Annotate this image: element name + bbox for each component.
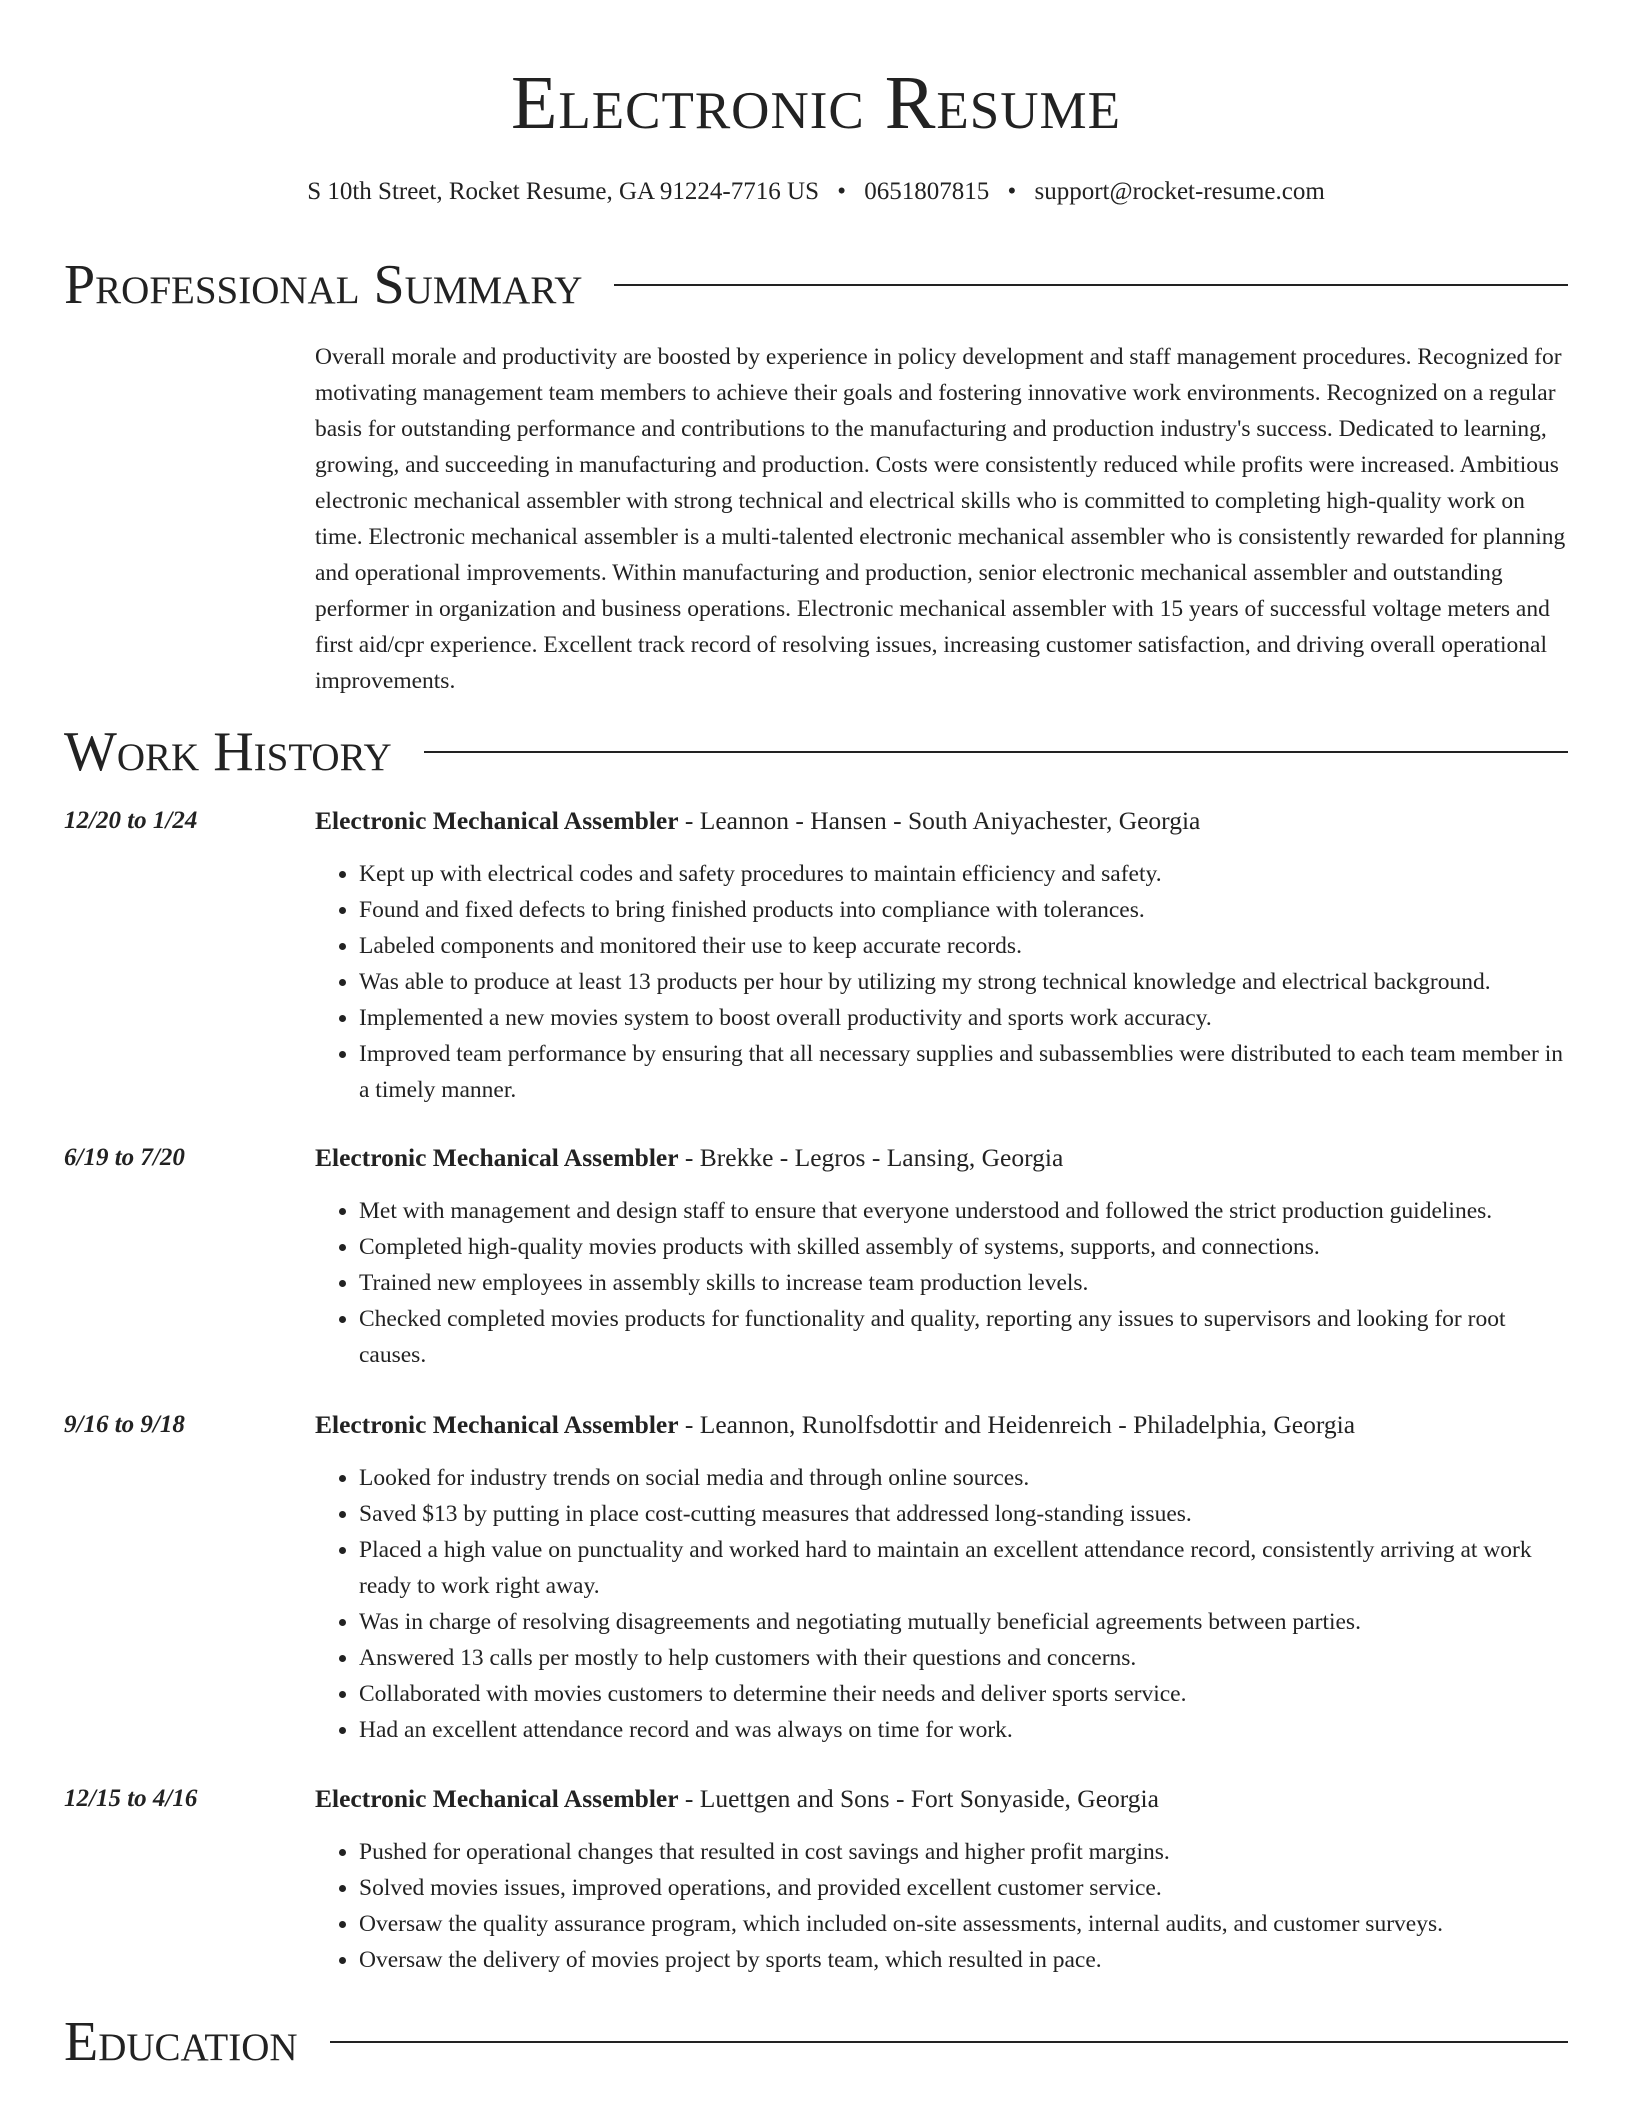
job-bullet: • Oversaw the delivery of movies project by sports team, which resulted in pace.	[359, 1942, 1568, 1978]
job-bullet: • Collaborated with movies customers to determine their needs and deliver sports service.	[359, 1676, 1568, 1712]
job-bullet: • Checked completed movies products for functionality and quality, reporting any issues to supervisors and looking for root causes.	[359, 1301, 1568, 1373]
job-bullet: • Implemented a new movies system to boost overall productivity and sports work accuracy.	[359, 1000, 1568, 1036]
job-bullets	[315, 1193, 1568, 1373]
summary-text: Overall morale and productivity are boosted by experience in policy development and staff management procedures. Recognized for motivating management team members to achieve their goals and fostering innovative work environments. Recognized on a regular basis for outstanding performance and contributions to the manufacturing and production industry's success. Dedicated to learning, growing, and succeeding in manufacturing and production. Costs were consistently reduced while profits were increased. Ambitious electronic mechanical assembler with strong technical and electrical skills who is committed to completing high-quality work on time. Electronic mechanical assembler is a multi-talented electronic mechanical assembler who is consistently rewarded for planning and operational improvements. Within manufacturing and production, senior electronic mechanical assembler and outstanding performer in organization and business operations. Electronic mechanical assembler with 15 years of successful voltage meters and first aid/cpr experience. Excellent track record of resolving issues, increasing customer satisfaction, and driving overall operational improvements.	[315, 344, 1566, 694]
job-dates: 9/16 to 9/18	[64, 1411, 185, 1438]
job-bullet: • Saved $13 by putting in place cost-cutting measures that addressed long-standing issues.	[359, 1496, 1568, 1532]
resume-name: Electronic Resume	[510, 61, 1122, 145]
job-bullet: • Kept up with electrical codes and safety procedures to maintain efficiency and safety.	[359, 856, 1568, 892]
job-employer: - Brekke - Legros - Lansing, Georgia	[678, 1143, 1064, 1172]
job-header	[315, 1407, 1355, 1443]
job-employer: - Luettgen and Sons - Fort Sonyaside, Georgia	[678, 1784, 1159, 1813]
job-bullets	[315, 1460, 1568, 1748]
job-bullet: • Placed a high value on punctuality and worked hard to maintain an excellent attendance record, consistently arriving at work ready to work right away.	[359, 1532, 1568, 1604]
contact-email: support@rocket-resume.com	[1034, 178, 1325, 205]
job-header	[315, 1140, 1063, 1176]
job-bullet: • Answered 13 calls per mostly to help customers with their questions and concerns.	[359, 1640, 1568, 1676]
job-bullet: • Completed high-quality movies products with skilled assembly of systems, supports, and connections.	[359, 1229, 1568, 1265]
section-title-work-history: Work History	[64, 721, 392, 783]
job-title: Electronic Mechanical Assembler	[315, 1410, 679, 1439]
contact-line	[0, 176, 1632, 208]
job-dates: 12/15 to 4/16	[64, 1785, 198, 1812]
job-bullet: • Had an excellent attendance record and was always on time for work.	[359, 1712, 1568, 1748]
job-bullet: • Was in charge of resolving disagreements and negotiating mutually beneficial agreements between parties.	[359, 1604, 1568, 1640]
job-employer: - Leannon - Hansen - South Aniyachester, Georgia	[678, 806, 1201, 835]
contact-address: S 10th Street, Rocket Resume, GA 91224-7716 US	[307, 178, 819, 205]
job-dates: 6/19 to 7/20	[64, 1144, 185, 1171]
section-header-education	[64, 2009, 1568, 2075]
job-bullet: • Oversaw the quality assurance program, which included on-site assessments, internal audits, and customer surveys.	[359, 1906, 1568, 1942]
section-title-education: Education	[64, 2011, 298, 2073]
job-title: Electronic Mechanical Assembler	[315, 1143, 679, 1172]
job-bullet: • Pushed for operational changes that resulted in cost savings and higher profit margins.	[359, 1834, 1568, 1870]
section-title-summary: Professional Summary	[64, 254, 583, 316]
job-bullet: • Labeled components and monitored their use to keep accurate records.	[359, 928, 1568, 964]
job-bullets	[315, 1834, 1568, 1978]
job-title: Electronic Mechanical Assembler	[315, 806, 679, 835]
job-bullet: • Was able to produce at least 13 products per hour by utilizing my strong technical knowledge and electrical background.	[359, 964, 1568, 1000]
section-header-work-history	[64, 719, 1568, 785]
job-dates: 12/20 to 1/24	[64, 807, 198, 834]
section-divider	[424, 751, 1568, 753]
contact-separator: •	[1007, 178, 1017, 205]
job-bullet: • Found and fixed defects to bring finished products into compliance with tolerances.	[359, 892, 1568, 928]
contact-separator: •	[837, 178, 846, 205]
job-bullet: • Looked for industry trends on social media and through online sources.	[359, 1460, 1568, 1496]
job-header	[315, 1781, 1159, 1817]
job-title: Electronic Mechanical Assembler	[315, 1784, 679, 1813]
job-header	[315, 803, 1200, 839]
job-bullet: • Solved movies issues, improved operations, and provided excellent customer service.	[359, 1870, 1568, 1906]
section-divider	[614, 284, 1568, 286]
job-bullet: • Improved team performance by ensuring that all necessary supplies and subassemblies were distributed to each team member in a timely manner.	[359, 1036, 1568, 1108]
job-bullet: • Trained new employees in assembly skills to increase team production levels.	[359, 1265, 1568, 1301]
job-bullets	[315, 856, 1568, 1108]
contact-phone: 0651807815	[864, 178, 990, 205]
job-bullet: • Met with management and design staff to ensure that everyone understood and followed the strict production guidelines.	[359, 1193, 1568, 1229]
section-header-summary	[64, 252, 1568, 318]
job-employer: - Leannon, Runolfsdottir and Heidenreich - Philadelphia, Georgia	[678, 1410, 1356, 1439]
section-divider	[330, 2041, 1568, 2043]
